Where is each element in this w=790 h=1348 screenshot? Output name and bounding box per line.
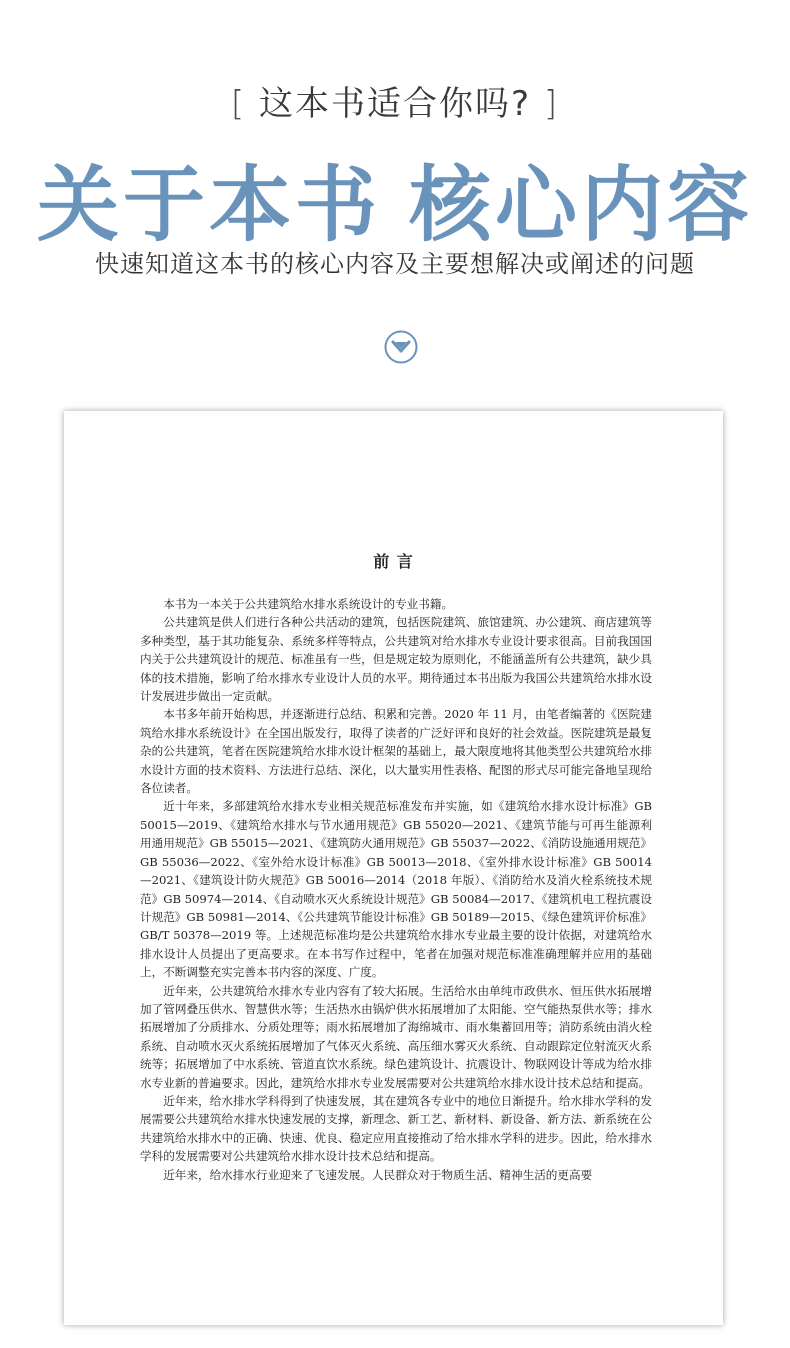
chevron-down-circle-icon (383, 329, 419, 365)
paragraph: 近年来，公共建筑给水排水专业内容有了较大拓展。生活给水由单纯市政供水、恒压供水拓展增加了管网叠压供水、智慧供水等；生活热水由锅炉供水拓展增加了太阳能、空气能热泵供水等；排水拓展增加了分质排水、分质处理等；雨水拓展增加了海绵城市、雨水集蓄回用等；消防系统由消火栓系统、自动喷水灭火系统拓展增加了气体灭火系统、高压细水雾灭火系统、自动跟踪定位射流灭火系统等；拓展增加了中水系统、管道直饮水系统。绿色建筑设计、抗震设计、物联网设计等成为给水排水专业新的普遍要求。因此，建筑给水排水专业发展需要对公共建筑给水排水设计技术总结和提高。 (140, 983, 652, 1090)
paragraph: 近年来，给水排水学科得到了快速发展，其在建筑各专业中的地位日渐提升。给水排水学科的发展需要公共建筑给水排水快速发展的支撑，新理念、新工艺、新材料、新设备、新方法、新系统在公共建筑给水排水中的正确、快速、优良、稳定应用直接推动了给水排水学科的进步。因此，给水排水学科的发展需要对公共建筑给水排水设计技术总结和提高。 (140, 1093, 652, 1164)
preface-body (140, 595, 652, 1184)
paragraph: 近年来，给水排水行业迎来了飞速发展。人民群众对于物质生活、精神生活的更高要 (163, 1167, 593, 1182)
paragraph: 本书为一本关于公共建筑给水排水系统设计的专业书籍。 (163, 597, 454, 611)
bracket-right: ] (543, 84, 560, 124)
question-heading (0, 76, 790, 125)
bracket-left: [ (230, 84, 247, 124)
question-text: 这本书适合你吗? (258, 84, 532, 124)
headline-part-1: 关于本书 (36, 157, 381, 253)
paragraph: 公共建筑是供人们进行各种公共活动的建筑，包括医院建筑、旅馆建筑、办公建筑、商店建筑等多种类型，基于其功能复杂、系统多样等特点，公共建筑对给水排水专业设计要求很高。目前我国国内关于公共建筑设计的规范、标准虽有一些，但是规定较为原则化，不能涵盖所有公共建筑，缺少具体的技术措施，影响了给水排水专业设计人员的水平。期待通过本书出版为我国公共建筑给水排水设计发展进步做出一定贡献。 (140, 615, 652, 704)
paragraph: 近十年来，多部建筑给水排水专业相关规范标准发布并实施，如《建筑给水排水设计标准》GB 50015—2019、《建筑给水排水与节水通用规范》GB 55020—2021、《建筑节能与可再生能源利用通用规范》GB 55015—2021、《建筑防火通用规范》GB 55037—2022、《消防设施通用规范》GB 55036—2022、《室外给水设计标准》GB 50013—2018、《室外排水设计标准》GB 50014—2021、《建筑设计防火规范》GB 50016—2014（2018 年版）、《消防给水及消火栓系统技术规范》GB 50974—2014、《自动喷水灭火系统设计规范》GB 50084—2017、《建筑机电工程抗震设计规范》GB 50981—2014、《公共建筑节能设计标准》GB 50189—2015、《绿色建筑评价标准》GB/T 50378—2019 等。上述规范标准均是公共建筑给水排水专业最主要的设计依据，对建筑给水排水设计人员提出了更高要求。在本书写作过程中，笔者在加强对规范标准准确理解并应用的基础上，不断调整充实完善本书内容的深度、广度。 (140, 799, 652, 980)
headline-part-2: 核心内容 (409, 157, 754, 253)
book-page (64, 411, 723, 1325)
paragraph: 本书多年前开始构思，并逐渐进行总结、积累和完善。2020 年 11 月，由笔者编著的《医院建筑给水排水系统设计》在全国出版发行，取得了读者的广泛好评和良好的社会效益。医院建筑是最复杂的公共建筑，笔者在医院建筑给水排水设计框架的基础上，最大限度地将其他类型公共建筑给水排水设计方面的技术资料、方法进行总结、深化，以大量实用性表格、配图的形式尽可能完备地呈现给各位读者。 (140, 707, 652, 796)
preface-title: 前 言 (373, 552, 414, 571)
main-headline (0, 140, 790, 257)
subtitle: 快速知道这本书的核心内容及主要想解决或阐述的问题 (95, 250, 695, 278)
